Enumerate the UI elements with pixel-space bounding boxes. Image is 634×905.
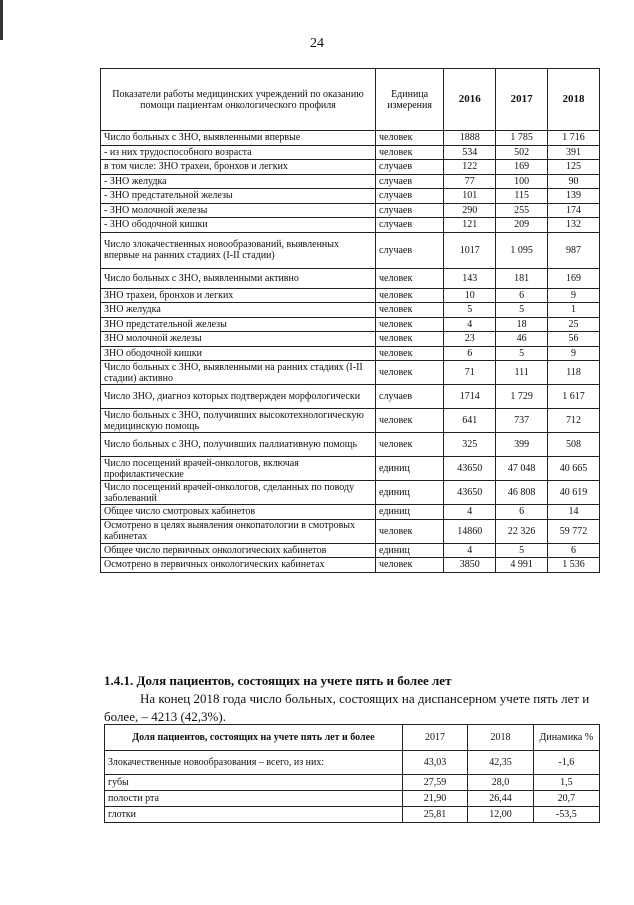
value-2017: 5 <box>496 543 548 558</box>
table-row <box>101 481 600 505</box>
value-2018: 1 536 <box>548 558 600 573</box>
five-year-share-table <box>104 724 600 823</box>
row-label: Осмотрено в первичных онкологических кабинетах <box>101 558 376 573</box>
table-row <box>105 807 600 823</box>
table-row <box>101 346 600 361</box>
value-2016: 10 <box>444 288 496 303</box>
row-label: Общее число первичных онкологических кабинетов <box>101 543 376 558</box>
value-2017: 47 048 <box>496 457 548 481</box>
t2-header-label: Доля пациентов, состоящих на учете пять лет и более <box>105 725 403 751</box>
value-2017: 169 <box>496 160 548 175</box>
table-row <box>101 332 600 347</box>
row-label: полости рта <box>105 791 403 807</box>
row-label: ЗНО трахеи, бронхов и легких <box>101 288 376 303</box>
table-row <box>105 791 600 807</box>
table-row <box>101 543 600 558</box>
row-unit: человек <box>376 409 444 433</box>
value-2017: 18 <box>496 317 548 332</box>
value-2017: 21,90 <box>402 791 467 807</box>
value-2016: 14860 <box>444 519 496 543</box>
value-2017: 27,59 <box>402 775 467 791</box>
value-2016: 101 <box>444 189 496 204</box>
value-2016: 4 <box>444 505 496 520</box>
row-unit: человек <box>376 268 444 288</box>
value-2017: 43,03 <box>402 751 467 775</box>
value-dynamics: -1,6 <box>533 751 599 775</box>
value-2018: 56 <box>548 332 600 347</box>
t2-header-2018: 2018 <box>468 725 533 751</box>
value-2018: 1 <box>548 303 600 318</box>
row-label: - ЗНО желудка <box>101 174 376 189</box>
value-2018: 40 665 <box>548 457 600 481</box>
row-unit: единиц <box>376 457 444 481</box>
header-unit: Единица измерения <box>376 69 444 131</box>
row-label: Число посещений врачей-онкологов, включая профилактические <box>101 457 376 481</box>
value-2018: 391 <box>548 145 600 160</box>
value-2018: 59 772 <box>548 519 600 543</box>
row-label: Число больных с ЗНО, выявленными впервые <box>101 131 376 146</box>
row-label: глотки <box>105 807 403 823</box>
row-label: губы <box>105 775 403 791</box>
row-unit: человек <box>376 145 444 160</box>
table-row <box>101 317 600 332</box>
value-2018: 987 <box>548 232 600 268</box>
row-label: в том числе: ЗНО трахеи, бронхов и легких <box>101 160 376 175</box>
value-2017: 25,81 <box>402 807 467 823</box>
header-2016: 2016 <box>444 69 496 131</box>
row-unit: человек <box>376 346 444 361</box>
row-unit: человек <box>376 558 444 573</box>
row-label: ЗНО ободочной кишки <box>101 346 376 361</box>
row-unit: человек <box>376 288 444 303</box>
value-2017: 1 095 <box>496 232 548 268</box>
value-2017: 399 <box>496 433 548 457</box>
row-label: Число ЗНО, диагноз которых подтвержден морфологически <box>101 385 376 409</box>
row-unit: единиц <box>376 543 444 558</box>
value-2016: 121 <box>444 218 496 233</box>
table-row <box>101 361 600 385</box>
value-2016: 325 <box>444 433 496 457</box>
row-unit: человек <box>376 361 444 385</box>
row-unit: человек <box>376 433 444 457</box>
table-row <box>105 775 600 791</box>
row-label: Число больных с ЗНО, получивших паллиативную помощь <box>101 433 376 457</box>
table-row <box>101 160 600 175</box>
value-2017: 1 785 <box>496 131 548 146</box>
value-2018: 26,44 <box>468 791 533 807</box>
t2-header-2017: 2017 <box>402 725 467 751</box>
row-unit: случаев <box>376 232 444 268</box>
value-2017: 181 <box>496 268 548 288</box>
header-2018: 2018 <box>548 69 600 131</box>
value-2018: 1 716 <box>548 131 600 146</box>
value-2016: 77 <box>444 174 496 189</box>
table-row <box>101 558 600 573</box>
table-row <box>101 174 600 189</box>
value-2016: 6 <box>444 346 496 361</box>
page-number: 24 <box>310 36 324 51</box>
value-2016: 122 <box>444 160 496 175</box>
value-dynamics: 1,5 <box>533 775 599 791</box>
section-paragraph: На конец 2018 года число больных, состоящих на диспансерном учете пять лет и более, – 4213 (42,3%). <box>104 691 590 724</box>
value-2018: 169 <box>548 268 600 288</box>
row-unit: случаев <box>376 174 444 189</box>
value-2017: 46 <box>496 332 548 347</box>
table-row <box>101 409 600 433</box>
row-label: Осмотрено в целях выявления онкопатологии в смотровых кабинетах <box>101 519 376 543</box>
value-2018: 25 <box>548 317 600 332</box>
value-2018: 9 <box>548 346 600 361</box>
row-label: - из них трудоспособного возраста <box>101 145 376 160</box>
row-label: - ЗНО ободочной кишки <box>101 218 376 233</box>
value-2016: 3850 <box>444 558 496 573</box>
table-row <box>101 218 600 233</box>
value-2017: 22 326 <box>496 519 548 543</box>
table-row <box>101 505 600 520</box>
row-label: Число больных с ЗНО, выявленными активно <box>101 268 376 288</box>
row-label: ЗНО желудка <box>101 303 376 318</box>
row-unit: человек <box>376 332 444 347</box>
row-unit: человек <box>376 303 444 318</box>
table-row <box>101 131 600 146</box>
value-2016: 43650 <box>444 481 496 505</box>
value-2016: 4 <box>444 317 496 332</box>
value-2017: 255 <box>496 203 548 218</box>
header-2017: 2017 <box>496 69 548 131</box>
value-2017: 111 <box>496 361 548 385</box>
value-2017: 5 <box>496 303 548 318</box>
value-2016: 290 <box>444 203 496 218</box>
table-row <box>101 303 600 318</box>
table-row <box>101 457 600 481</box>
value-2017: 4 991 <box>496 558 548 573</box>
row-unit: человек <box>376 317 444 332</box>
header-indicator: Показатели работы медицинских учреждений по оказанию помощи пациентам онкологического профиля <box>101 69 376 131</box>
row-label: ЗНО молочной железы <box>101 332 376 347</box>
value-2018: 125 <box>548 160 600 175</box>
row-unit: человек <box>376 519 444 543</box>
value-2018: 28,0 <box>468 775 533 791</box>
value-dynamics: 20,7 <box>533 791 599 807</box>
value-2016: 534 <box>444 145 496 160</box>
value-2017: 115 <box>496 189 548 204</box>
row-unit: случаев <box>376 203 444 218</box>
value-2018: 1 617 <box>548 385 600 409</box>
row-label: - ЗНО молочной железы <box>101 203 376 218</box>
table-row <box>101 189 600 204</box>
value-2017: 6 <box>496 505 548 520</box>
row-unit: единиц <box>376 505 444 520</box>
table-row <box>101 232 600 268</box>
value-2018: 118 <box>548 361 600 385</box>
table-row <box>101 288 600 303</box>
row-label: Злокачественные новообразования – всего, из них: <box>105 751 403 775</box>
oncology-indicators-table <box>100 68 600 573</box>
row-unit: случаев <box>376 189 444 204</box>
row-label: Число злокачественных новообразований, выявленных впервые на ранних стадиях (I-II стадии) <box>101 232 376 268</box>
value-2017: 209 <box>496 218 548 233</box>
value-2018: 139 <box>548 189 600 204</box>
row-unit: случаев <box>376 218 444 233</box>
value-2017: 1 729 <box>496 385 548 409</box>
value-2016: 641 <box>444 409 496 433</box>
value-2018: 90 <box>548 174 600 189</box>
row-unit: единиц <box>376 481 444 505</box>
value-2016: 1017 <box>444 232 496 268</box>
row-label: Число больных с ЗНО, выявленными на ранних стадиях (I-II стадии) активно <box>101 361 376 385</box>
table-row <box>105 751 600 775</box>
table-row <box>101 433 600 457</box>
value-2018: 14 <box>548 505 600 520</box>
value-2018: 508 <box>548 433 600 457</box>
value-2017: 46 808 <box>496 481 548 505</box>
value-2016: 1714 <box>444 385 496 409</box>
value-2018: 712 <box>548 409 600 433</box>
value-2016: 4 <box>444 543 496 558</box>
value-2018: 132 <box>548 218 600 233</box>
row-unit: человек <box>376 131 444 146</box>
row-unit: случаев <box>376 160 444 175</box>
value-2018: 174 <box>548 203 600 218</box>
value-2017: 502 <box>496 145 548 160</box>
page-edge-mark <box>0 0 3 40</box>
value-2018: 12,00 <box>468 807 533 823</box>
value-2017: 6 <box>496 288 548 303</box>
table-row <box>101 519 600 543</box>
table-row <box>101 203 600 218</box>
value-2016: 5 <box>444 303 496 318</box>
row-label: Число больных с ЗНО, получивших высокотехнологическую медицинскую помощь <box>101 409 376 433</box>
t2-header-dynamics: Динамика % <box>533 725 599 751</box>
row-unit: случаев <box>376 385 444 409</box>
value-2016: 23 <box>444 332 496 347</box>
section-heading: 1.4.1. Доля пациентов, состоящих на учете пять и более лет <box>104 673 452 688</box>
value-2018: 42,35 <box>468 751 533 775</box>
table-row <box>101 268 600 288</box>
value-2018: 9 <box>548 288 600 303</box>
value-2018: 40 619 <box>548 481 600 505</box>
table-row <box>101 385 600 409</box>
value-2016: 43650 <box>444 457 496 481</box>
value-2016: 143 <box>444 268 496 288</box>
value-2017: 737 <box>496 409 548 433</box>
table-row <box>101 145 600 160</box>
row-label: Общее число смотровых кабинетов <box>101 505 376 520</box>
value-2016: 1888 <box>444 131 496 146</box>
row-label: - ЗНО предстательной железы <box>101 189 376 204</box>
row-label: ЗНО предстательной железы <box>101 317 376 332</box>
value-2017: 100 <box>496 174 548 189</box>
value-2016: 71 <box>444 361 496 385</box>
value-2018: 6 <box>548 543 600 558</box>
value-2017: 5 <box>496 346 548 361</box>
value-dynamics: -53,5 <box>533 807 599 823</box>
row-label: Число посещений врачей-онкологов, сделанных по поводу заболеваний <box>101 481 376 505</box>
